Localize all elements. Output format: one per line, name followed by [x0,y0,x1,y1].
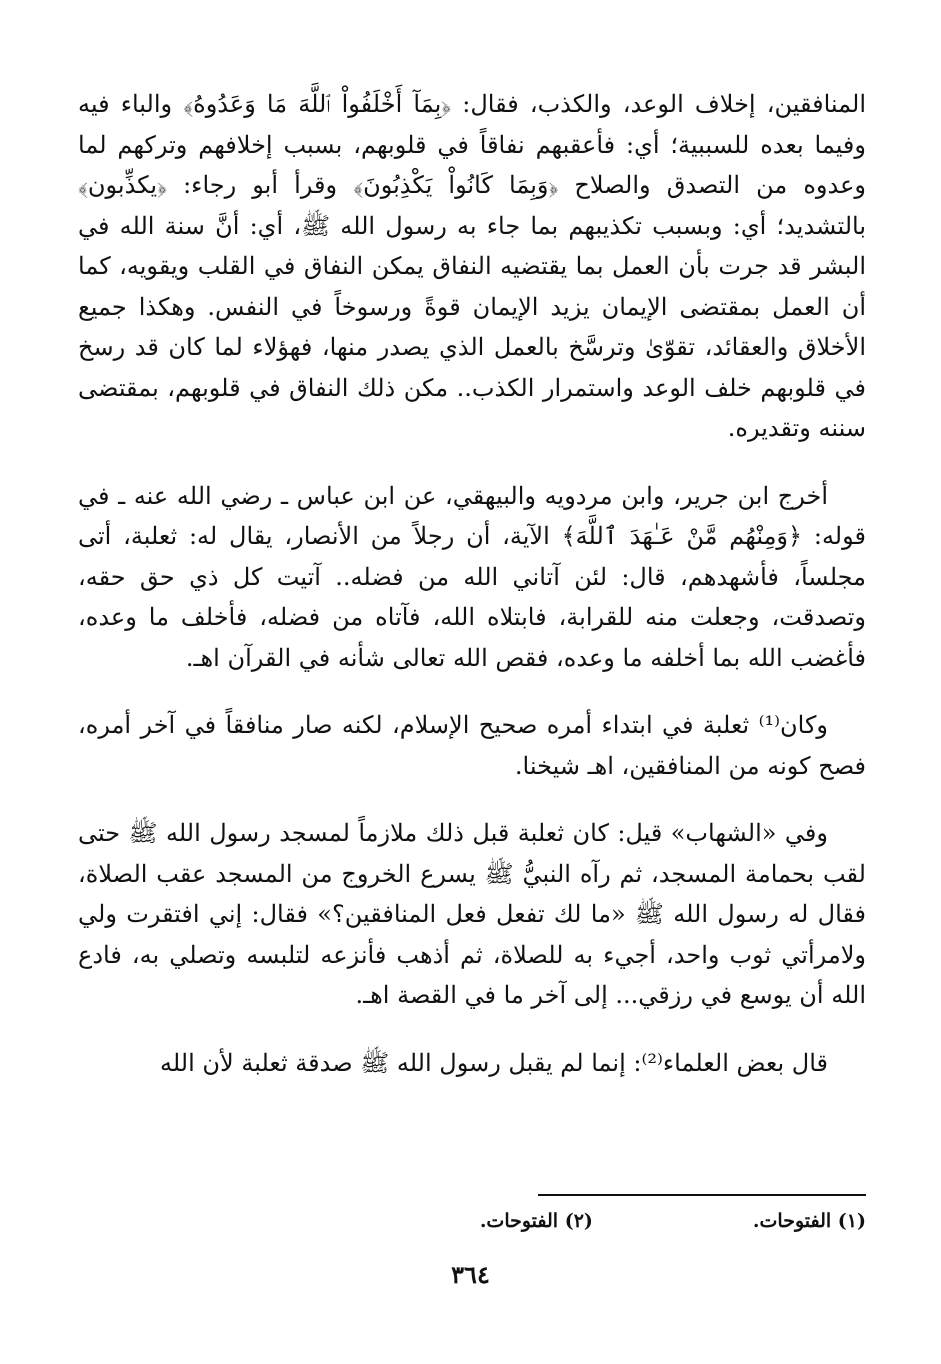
footnote-divider [538,1194,866,1196]
footnote: (٢) الفتوحات. [479,1210,593,1232]
main-text [78,84,866,1083]
page-number: ٣٦٤ [451,1260,490,1289]
paragraph: وكان⁽¹⁾ ثعلبة في ابتداء أمره صحيح الإسلام، لكنه صار منافقاً في آخر أمره، فصح كونه من المنافقين، اهـ شيخنا. [78,711,866,780]
footnotes [300,1206,866,1236]
paragraph: وفي «الشهاب» قيل: كان ثعلبة قبل ذلك ملازماً لمسجد رسول الله ﷺ حتى لقب بحمامة المسجد، ثم رآه النبيُّ ﷺ يسرع الخروج من المسجد عقب الصلاة، فقال له رسول الله ﷺ «ما لك تفعل فعل المنافقين؟» فقال: إني افتقرت ولي ولامرأتي ثوب واحد، أجيء به للصلاة، ثم أذهب فأنزعه لتلبسه وتصلي به، فادع الله أن يوسع في رزقي... إلى آخر ما في القصة اهـ. [78,819,866,1009]
paragraph: قال بعض العلماء⁽²⁾: إنما لم يقبل رسول الله ﷺ صدقة ثعلبة لأن الله [159,1048,828,1077]
paragraph: المنافقين، إخلاف الوعد، والكذب، فقال: ﴿بِمَآ أَخْلَفُواْ ٱللَّهَ مَا وَعَدُوهُ﴾ والباء فيه وفيما بعده للسببية؛ أي: فأعقبهم نفاقاً في قلوبهم، بسبب إخلافهم وتركهم لما وعدوه من التصدق والصلاح ﴿وَبِمَا كَانُواْ يَكْذِبُونَ﴾ وقرأ أبو رجاء: ﴿يكذِّبون﴾ بالتشديد؛ أي: وبسبب تكذيبهم بما جاء به رسول الله ﷺ، أي: أنَّ سنة الله في البشر قد جرت بأن العمل بما يقتضيه النفاق يمكن النفاق في القلب ويقويه، كما أن العمل بمقتضى الإيمان يزيد الإيمان قوةً ورسوخاً في النفس. وهكذا جميع الأخلاق والعقائد، تقوّىٰ وترسَّخ بالعمل الذي يصدر منها، فهؤلاء لما كان قد رسخ في قلوبهم خلف الوعد واستمرار الكذب.. مكن ذلك النفاق في قلوبهم، بمقتضى سننه وتقديره. [78,90,866,442]
paragraph: أخرج ابن جرير، وابن مردويه والبيهقي، عن ابن عباس ـ رضي الله عنه ـ في قوله: ﴿وَمِنْهُم مَّنْ عَـٰهَدَ ٱللَّهَ﴾ الآية، أن رجلاً من الأنصار، يقال له: ثعلبة، أتى مجلساً، فأشهدهم، قال: لئن آتاني الله من فضله.. آتيت كل ذي حق حقه، وتصدقت، وجعلت منه للقرابة، فابتلاه الله، فآتاه من فضله، فأخلف ما وعده، فأغضب الله بما أخلفه ما وعده، فقص الله تعالى شأنه في القرآن اهـ. [78,481,866,672]
footnote: (١) الفتوحات. [752,1210,866,1232]
